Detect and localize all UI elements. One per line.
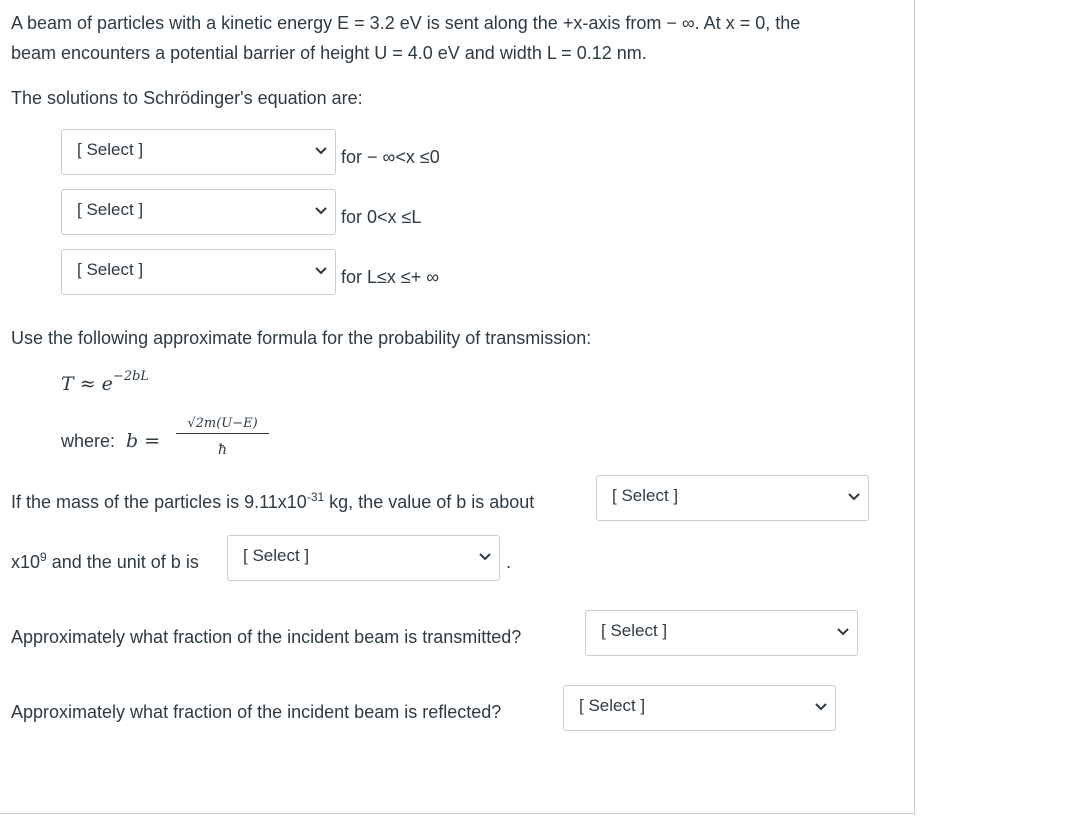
- reflected-select-value: [ Select ]: [579, 696, 646, 715]
- transmitted-select-value: [ Select ]: [601, 621, 668, 640]
- b-lhs: b =: [126, 430, 161, 452]
- question-b-text: [11, 490, 534, 514]
- b-denominator: ħ: [217, 442, 228, 458]
- solution-2-range: for 0<x ≤L: [341, 207, 422, 227]
- intro-line-1: A beam of particles with a kinetic energy E = 3.2 eV is sent along the +x-axis from − ∞. At x = 0, the: [11, 13, 801, 33]
- chevron-down-icon: [315, 206, 327, 216]
- b-unit-select[interactable]: [227, 535, 500, 581]
- solutions-heading: The solutions to Schrödinger's equation are:: [11, 88, 363, 108]
- chevron-down-icon: [848, 492, 860, 502]
- chevron-down-icon: [837, 627, 849, 637]
- intro-line-2: beam encounters a potential barrier of height U = 4.0 eV and width L = 0.12 nm.: [11, 43, 647, 63]
- question-b-multiplier: x10: [11, 552, 41, 572]
- b-value-select-value: [ Select ]: [612, 486, 679, 505]
- question-b-line-2: [11, 550, 199, 574]
- transmission-formula-exponent: −2bL: [112, 369, 150, 384]
- chevron-down-icon: [315, 266, 327, 276]
- b-value-select[interactable]: [596, 475, 869, 521]
- question-b-text-after: kg, the value of b is about: [324, 492, 535, 512]
- b-unit-select-value: [ Select ]: [243, 546, 310, 565]
- solution-3-range: for L≤x ≤+ ∞: [341, 267, 440, 287]
- question-b-exponent: -31: [306, 490, 325, 504]
- where-label: where:: [61, 431, 116, 451]
- solution-1-range: for − ∞<x ≤0: [341, 147, 440, 167]
- reflected-select[interactable]: [563, 685, 836, 731]
- transmission-formula: [61, 369, 150, 399]
- question-b-period: .: [506, 552, 512, 572]
- question-transmitted-text: Approximately what fraction of the incident beam is transmitted?: [11, 627, 522, 647]
- transmitted-select[interactable]: [585, 610, 858, 656]
- question-b-text-before: If the mass of the particles is 9.11x10: [11, 492, 307, 512]
- chevron-down-icon: [815, 702, 827, 712]
- solution-2-select-value: [ Select ]: [77, 200, 144, 219]
- chevron-down-icon: [315, 146, 327, 156]
- question-reflected-text: Approximately what fraction of the incident beam is reflected?: [11, 702, 502, 722]
- transmission-formula-lhs: T ≈ e: [61, 373, 113, 395]
- question-b-multiplier-exponent: 9: [40, 550, 47, 564]
- solution-1-select-value: [ Select ]: [77, 140, 144, 159]
- solution-1-select[interactable]: [61, 129, 336, 175]
- chevron-down-icon: [479, 552, 491, 562]
- solution-3-select-value: [ Select ]: [77, 260, 144, 279]
- b-numerator: √2m(U−E): [176, 415, 269, 434]
- solution-3-select[interactable]: [61, 249, 336, 295]
- question-b-unit-text: and the unit of b is: [46, 552, 199, 572]
- formula-intro: Use the following approximate formula for the probability of transmission:: [11, 328, 592, 348]
- solution-2-select[interactable]: [61, 189, 336, 235]
